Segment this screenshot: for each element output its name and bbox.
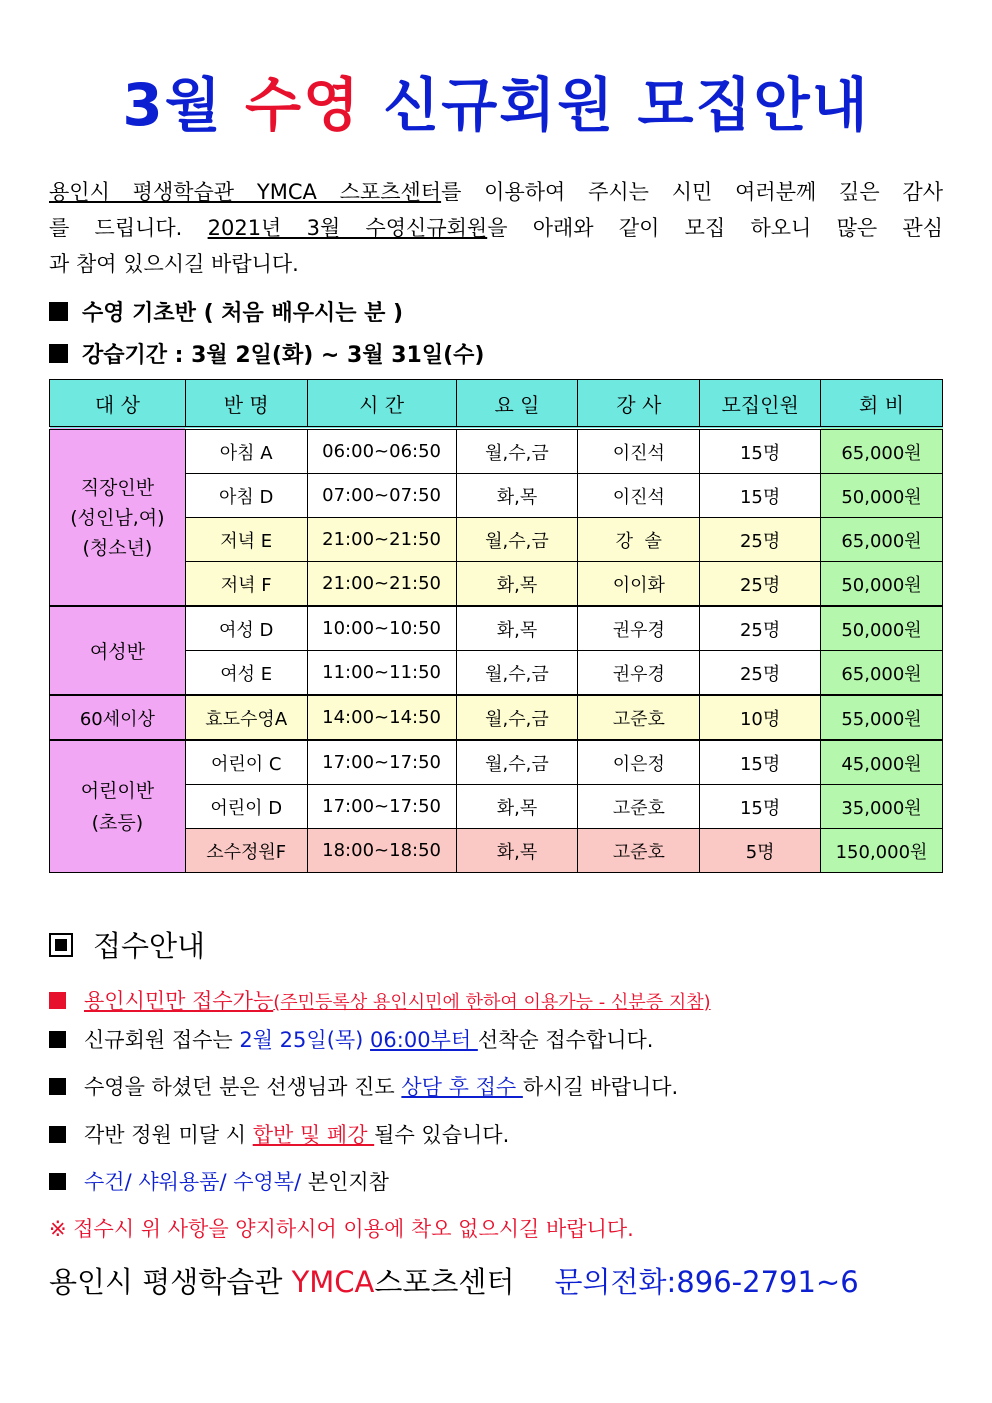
notice-cancel-c: 될수 있습니다. (374, 1123, 510, 1147)
cell-instructor: 고준호 (578, 829, 700, 873)
cell-time: 18:00~18:50 (307, 829, 456, 873)
cell-fee: 50,000원 (821, 562, 943, 607)
red-square-bullet-icon (49, 992, 66, 1009)
cell-instructor: 고준호 (578, 695, 700, 740)
cell-class: 어린이 D (185, 785, 307, 829)
cell-time: 10:00~10:50 (307, 606, 456, 651)
table-row (50, 606, 943, 651)
cell-fee: 65,000원 (821, 651, 943, 696)
cell-capacity: 25명 (700, 562, 821, 607)
cell-class: 여성 D (185, 606, 307, 651)
cell-days: 월,수,금 (456, 740, 578, 785)
intro-line2b: 을 아래와 같이 모집 하오니 많은 관심 (487, 216, 943, 240)
intro-line1: 를 이용하여 주시는 시민 여러분께 깊은 감사 (441, 180, 943, 204)
notice-experienced (49, 1071, 678, 1101)
notice-reg-date: 2월 25일(목) (239, 1028, 371, 1052)
cell-days: 화,목 (456, 606, 578, 651)
target-women: 여성반 (50, 606, 186, 695)
square-bullet-icon (49, 1173, 66, 1190)
footer-contact (49, 1260, 859, 1301)
footer-ymca: YMCA (291, 1265, 375, 1299)
cell-class: 저녁 E (185, 518, 307, 562)
page-title (0, 58, 992, 142)
cell-time: 11:00~11:50 (307, 651, 456, 696)
intro-recruit: 2021년 3월 수영신규회원 (207, 216, 488, 240)
notice-reg-d: 선착순 접수합니다. (477, 1028, 654, 1052)
cell-capacity: 15명 (700, 740, 821, 785)
cell-capacity: 15명 (700, 474, 821, 518)
header-fee: 회 비 (821, 380, 943, 429)
cell-time: 14:00~14:50 (307, 695, 456, 740)
cell-class: 여성 E (185, 651, 307, 696)
notice-items-bring: 본인지참 (307, 1170, 389, 1194)
cell-class: 아침 A (185, 428, 307, 474)
notice-exp-c: 하시길 바랍니다. (522, 1075, 679, 1099)
header-capacity: 모집인원 (700, 380, 821, 429)
notice-reg-a: 신규회원 접수는 (84, 1028, 240, 1052)
title-month: 3월 (122, 71, 223, 139)
cell-capacity: 5명 (700, 829, 821, 873)
section-period (49, 338, 484, 369)
cell-fee: 55,000원 (821, 695, 943, 740)
section-basic-class (49, 296, 403, 327)
cell-days: 화,목 (456, 474, 578, 518)
table-row (50, 428, 943, 474)
cell-capacity: 25명 (700, 606, 821, 651)
cell-class: 저녁 F (185, 562, 307, 607)
notice-exp-a: 수영을 하셨던 분은 선생님과 진도 (84, 1075, 402, 1099)
notice-cancel-merge: 합반 및 폐강 (252, 1123, 375, 1147)
header-instructor: 강 사 (578, 380, 700, 429)
cell-instructor: 이이화 (578, 562, 700, 607)
cell-instructor: 고준호 (578, 785, 700, 829)
cell-capacity: 15명 (700, 428, 821, 474)
cell-days: 월,수,금 (456, 651, 578, 696)
cell-capacity: 15명 (700, 785, 821, 829)
cell-days: 화,목 (456, 829, 578, 873)
cell-fee: 50,000원 (821, 474, 943, 518)
intro-paragraph (49, 174, 943, 282)
intro-line2a: 를 드립니다. (49, 216, 208, 240)
cell-fee: 45,000원 (821, 740, 943, 785)
cell-time: 07:00~07:50 (307, 474, 456, 518)
square-bullet-icon (49, 302, 68, 321)
section-period-label: 강습기간 : 3월 2일(화) ~ 3월 31일(수) (82, 343, 485, 368)
cell-time: 17:00~17:50 (307, 740, 456, 785)
footer-org: 용인시 평생학습관 (49, 1265, 292, 1299)
notice-residents-main: 용인시민만 접수가능 (84, 989, 274, 1013)
intro-line3: 과 참여 있으시길 바랍니다. (49, 252, 299, 276)
section-basic-label: 수영 기초반 ( 처음 배우시는 분 ) (82, 301, 404, 326)
notice-items-list: 수건/ 샤워용품/ 수영복/ (84, 1170, 308, 1194)
cell-class: 효도수영A (185, 695, 307, 740)
cell-fee: 65,000원 (821, 428, 943, 474)
title-swim: 수영 (244, 71, 362, 139)
table-header-row (50, 380, 943, 429)
reception-title-label: 접수안내 (93, 929, 206, 963)
cell-instructor: 권우경 (578, 606, 700, 651)
cell-instructor: 권우경 (578, 651, 700, 696)
table-row (50, 740, 943, 785)
notice-residents-only (49, 985, 711, 1015)
cell-capacity: 25명 (700, 651, 821, 696)
cell-time: 21:00~21:50 (307, 562, 456, 607)
footer-phone: 문의전화:896-2791~6 (554, 1265, 859, 1299)
notice-residents-sub: (주민등록상 용인시민에 한하여 이용가능 - 신분증 지참) (273, 992, 711, 1013)
notice-reg-time: 06:00부터 (370, 1028, 478, 1052)
intro-center-name: 용인시 평생학습관 YMCA 스포츠센터 (49, 180, 442, 204)
target-workers: 직장인반 (성인남,여) (청소년) (50, 428, 186, 606)
cell-days: 화,목 (456, 562, 578, 607)
title-rest: 신규회원 모집안내 (383, 71, 870, 139)
square-bullet-icon (49, 1126, 66, 1143)
reception-title (49, 924, 205, 965)
cell-instructor: 이진석 (578, 428, 700, 474)
notice-registration-date (49, 1024, 653, 1054)
cell-instructor: 강 솔 (578, 518, 700, 562)
cell-days: 화,목 (456, 785, 578, 829)
header-target: 대 상 (50, 380, 186, 429)
cell-instructor: 이은정 (578, 740, 700, 785)
schedule-table (49, 379, 943, 873)
cell-capacity: 10명 (700, 695, 821, 740)
notice-items (49, 1166, 389, 1196)
cell-fee: 65,000원 (821, 518, 943, 562)
cell-instructor: 이진석 (578, 474, 700, 518)
cell-fee: 150,000원 (821, 829, 943, 873)
table-row (50, 695, 943, 740)
cell-class: 어린이 C (185, 740, 307, 785)
notice-cancellation (49, 1119, 509, 1149)
cell-time: 17:00~17:50 (307, 785, 456, 829)
header-time: 시 간 (307, 380, 456, 429)
cell-class: 소수정원F (185, 829, 307, 873)
cell-fee: 35,000원 (821, 785, 943, 829)
square-bullet-icon (49, 1078, 66, 1095)
square-bullet-icon (49, 1031, 66, 1048)
cell-class: 아침 D (185, 474, 307, 518)
cell-days: 월,수,금 (456, 695, 578, 740)
header-class: 반 명 (185, 380, 307, 429)
cell-time: 06:00~06:50 (307, 428, 456, 474)
notice-exp-consult: 상담 후 접수 (401, 1075, 523, 1099)
square-bullet-icon (49, 344, 68, 363)
target-children: 어린이반 (초등) (50, 740, 186, 873)
cell-fee: 50,000원 (821, 606, 943, 651)
boxed-square-icon (49, 933, 73, 957)
target-seniors: 60세이상 (50, 695, 186, 740)
cell-capacity: 25명 (700, 518, 821, 562)
cell-time: 21:00~21:50 (307, 518, 456, 562)
header-days: 요 일 (456, 380, 578, 429)
cell-days: 월,수,금 (456, 428, 578, 474)
notice-cancel-a: 각반 정원 미달 시 (84, 1123, 253, 1147)
notice-warning: ※ 접수시 위 사항을 양지하시어 이용에 착오 없으시길 바랍니다. (49, 1217, 634, 1241)
footer-center: 스포츠센터 (374, 1265, 515, 1299)
cell-days: 월,수,금 (456, 518, 578, 562)
